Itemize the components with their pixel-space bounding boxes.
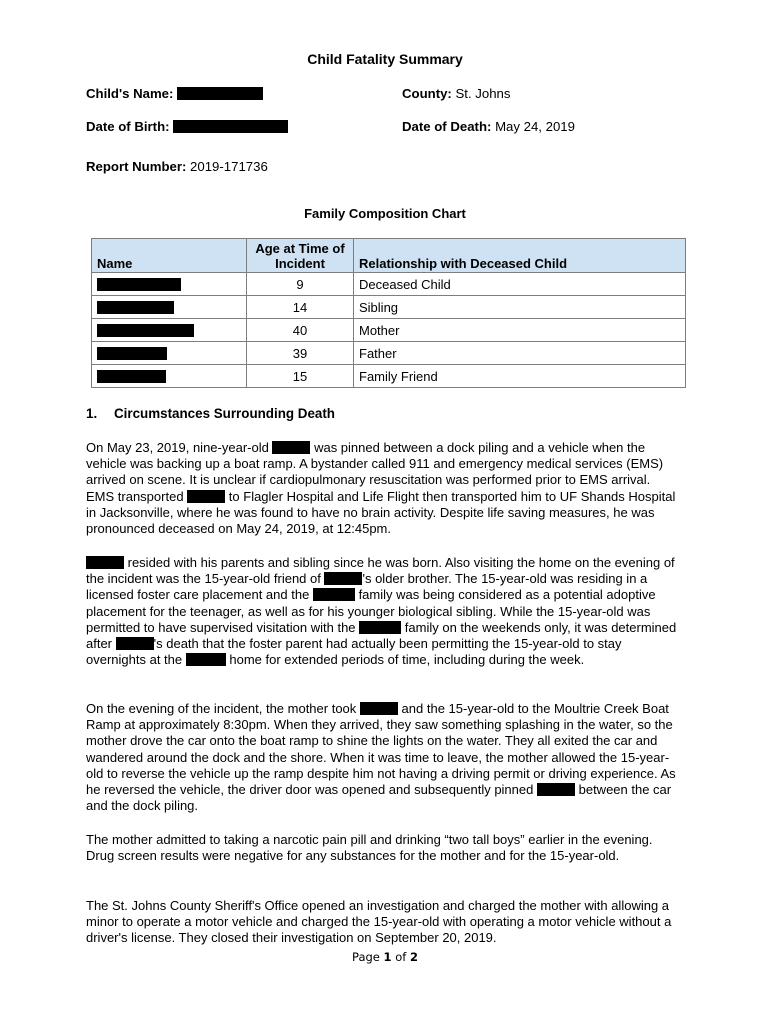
section-title: Circumstances Surrounding Death	[114, 406, 335, 421]
county-label: County:	[402, 86, 452, 101]
report-number-label: Report Number:	[86, 159, 187, 174]
header-relationship: Relationship with Deceased Child	[354, 239, 686, 273]
redaction-bar	[313, 588, 355, 601]
paragraph-text: and the 15-year-old to the Moultrie Creek Boat Ramp at approximately 8:30pm. When they arrived, they saw something splashing in the water, so the mother drove the car onto the boat ramp to shine the lights on the water. They all exited the car and wandered around the dock and the shore. When it was time to leave, the mother allowed the 15-year-old to reverse the vehicle up the ramp despite him not having a driving permit or driving experience. As he reversed the vehicle, the driver door was opened and subsequently pinned	[86, 701, 676, 798]
paragraph-text: to Flagler Hospital and Life Flight then transported him to UF Shands Hospital in Jacksonville, where he was found to have no brain activity. Despite life saving measures, he was pronounced deceased on May 24, 2019, at 12:45pm.	[86, 488, 676, 537]
paragraph-3	[86, 701, 682, 814]
family-composition-table	[91, 238, 686, 388]
county-value: St. Johns	[455, 86, 511, 101]
relationship-cell: Sibling	[354, 296, 686, 319]
table-header-row	[92, 239, 686, 273]
paragraph-1	[86, 440, 682, 537]
redaction-bar	[97, 370, 166, 383]
dob-label: Date of Birth:	[86, 119, 170, 134]
redaction-bar	[86, 556, 124, 569]
dod-field	[402, 119, 575, 134]
table-row	[92, 342, 686, 365]
redaction-bar	[97, 301, 174, 314]
age-cell: 40	[247, 319, 354, 342]
redaction-bar	[97, 347, 167, 360]
paragraph-text: between the car and the dock piling.	[86, 782, 672, 814]
name-cell	[92, 319, 247, 342]
paragraph-text: was pinned between a dock piling and a vehicle when the vehicle was backing up a boat ramp. A bystander called 911 and emergency medical services (EMS) arrived on scene. It is unclear if cardiopulmonary resuscitation was performed prior to EMS arrival. EMS transported	[86, 440, 664, 504]
of-word: of	[395, 950, 407, 964]
header-name: Name	[92, 239, 247, 273]
page-current: 1	[383, 950, 392, 964]
table-row	[92, 273, 686, 296]
dod-value: May 24, 2019	[495, 119, 575, 134]
redaction-bar	[187, 490, 225, 503]
paragraph-text: 's older brother. The 15-year-old was residing in a licensed foster care placement and the	[86, 571, 648, 603]
paragraph-text: family on the weekends only, it was determined after	[86, 619, 677, 652]
page-total: 2	[409, 950, 418, 964]
childs-name-field	[86, 86, 263, 101]
age-cell: 39	[247, 342, 354, 365]
paragraph-2	[86, 555, 682, 668]
redaction-bar	[272, 441, 310, 454]
age-cell: 15	[247, 365, 354, 388]
redaction-bar	[186, 653, 226, 666]
paragraph-5: The St. Johns County Sheriff's Office opened an investigation and charged the mother with allowing a minor to operate a motor vehicle and charged the 15-year-old with operating a motor vehicle without a driver's license. They closed their investigation on September 20, 2019.	[86, 898, 672, 946]
name-cell	[92, 273, 247, 296]
family-chart-title: Family Composition Chart	[304, 206, 466, 221]
age-cell: 9	[247, 273, 354, 296]
document-title: Child Fatality Summary	[307, 51, 463, 67]
paragraph-text: resided with his parents and sibling since he was born. Also visiting the home on the evening of the incident was the 15-year-old friend of	[86, 555, 675, 587]
relationship-cell: Family Friend	[354, 365, 686, 388]
section-number: 1.	[86, 406, 98, 421]
table-row	[92, 296, 686, 319]
paragraph-4: The mother admitted to taking a narcotic pain pill and drinking “two tall boys” earlier in the evening. Drug screen results were negative for any substances for the mother and for the 15-year-old.	[86, 832, 653, 864]
relationship-cell: Father	[354, 342, 686, 365]
relationship-cell: Deceased Child	[354, 273, 686, 296]
report-number-value: 2019-171736	[190, 159, 268, 174]
redaction-bar	[359, 621, 401, 634]
header-age: Age at Time of Incident	[247, 239, 354, 273]
name-cell	[92, 296, 247, 319]
report-number-field	[86, 159, 268, 174]
paragraph-text: On May 23, 2019, nine-year-old	[86, 440, 269, 455]
redaction-bar	[177, 87, 263, 100]
redaction-bar	[97, 278, 181, 291]
section-heading	[86, 406, 335, 421]
dob-field	[86, 119, 288, 134]
redaction-bar	[97, 324, 194, 337]
name-cell	[92, 365, 247, 388]
age-cell: 14	[247, 296, 354, 319]
paragraph-text: home for extended periods of time, including during the week.	[229, 652, 585, 668]
table-row	[92, 365, 686, 388]
paragraph-text: On the evening of the incident, the mother took	[86, 701, 357, 716]
relationship-cell: Mother	[354, 319, 686, 342]
page-word: Page	[352, 950, 380, 964]
county-field	[402, 86, 510, 101]
paragraph-text: 's death that the foster parent had actually been permitting the 15-year-old to stay overnights at the	[86, 636, 622, 668]
redaction-bar	[360, 702, 398, 715]
redaction-bar	[173, 120, 288, 133]
dod-label: Date of Death:	[402, 119, 492, 134]
childs-name-label: Child's Name:	[86, 86, 174, 101]
redaction-bar	[537, 783, 575, 796]
redaction-bar	[324, 572, 362, 585]
page-footer	[0, 950, 770, 964]
name-cell	[92, 342, 247, 365]
redaction-bar	[116, 637, 154, 650]
paragraph-text: family was being considered as a potential adoptive placement for the teenager, as well as for his younger biological sibling. While the 15-year-old was permitted to have supervised visitation with the	[86, 587, 656, 635]
table-row	[92, 319, 686, 342]
